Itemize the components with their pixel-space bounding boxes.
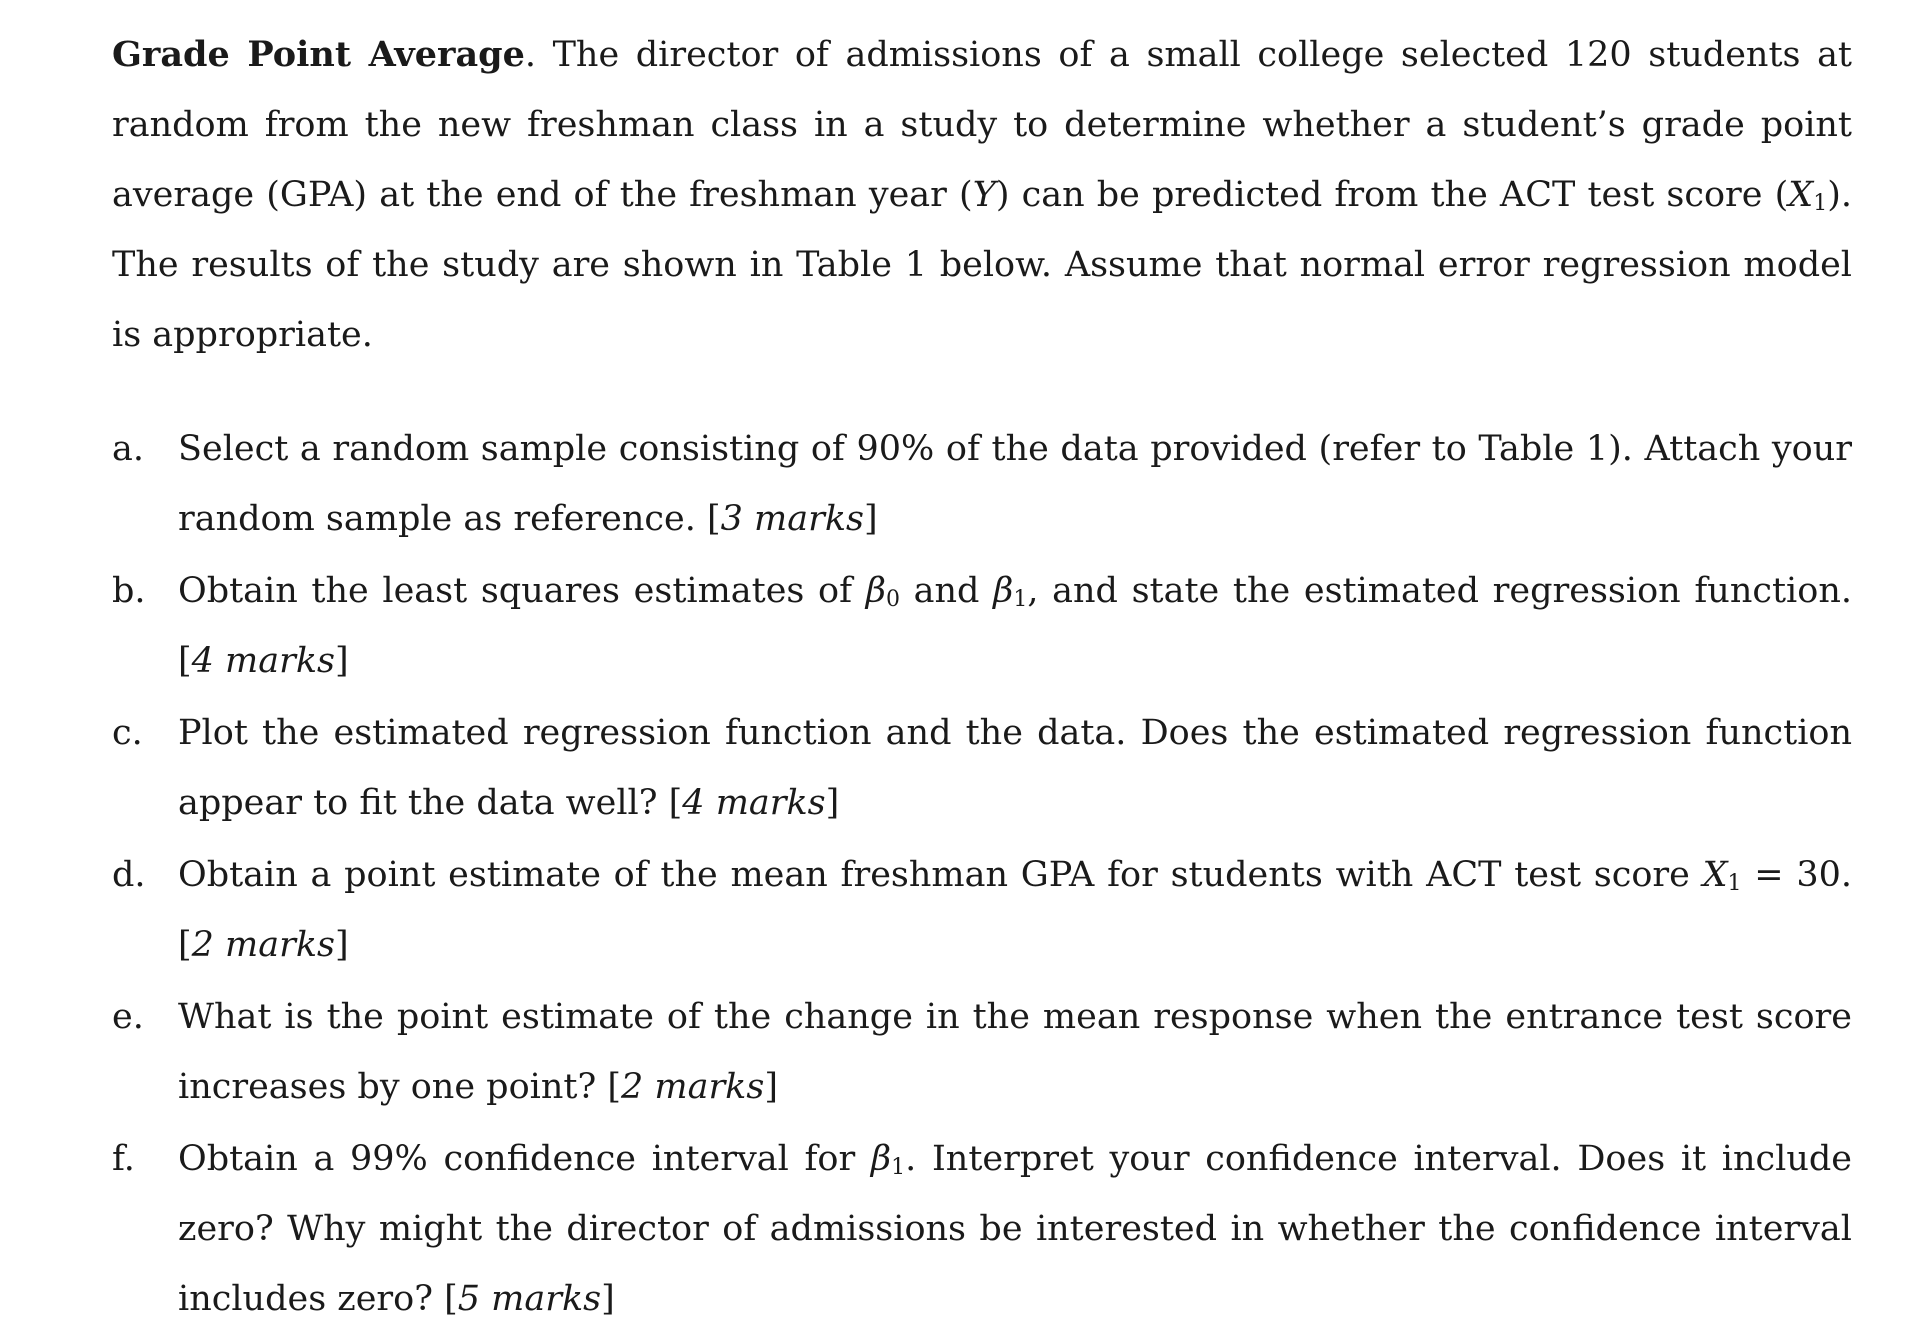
question-label: d. xyxy=(112,855,146,895)
question-c-text: Plot the estimated regression function and the data. Does the estimated regression function appear to fit the data well? xyxy=(178,713,1852,823)
marks-value: 2 marks xyxy=(191,925,336,965)
variable-y: Y xyxy=(972,175,996,215)
marks-value: 2 marks xyxy=(621,1067,765,1107)
question-list xyxy=(112,414,1852,1334)
intro-title: Grade Point Average xyxy=(112,34,525,75)
variable-x: X xyxy=(1788,175,1814,215)
variable-x: X xyxy=(1702,855,1728,895)
question-f-text-1: Obtain a 99% confidence interval for xyxy=(178,1139,871,1179)
marks-value: 4 marks xyxy=(682,783,826,823)
beta-subscript-1: 1 xyxy=(1013,587,1028,612)
beta-subscript-1: 1 xyxy=(891,1155,906,1180)
intro-paragraph xyxy=(112,20,1852,370)
marks: [4 marks] xyxy=(668,783,840,823)
marks: [4 marks] xyxy=(178,641,349,681)
question-a-text: Select a random sample consisting of 90% of the data provided (refer to Table 1). Attach your random sample as reference. xyxy=(178,429,1852,539)
marks-value: 3 marks xyxy=(720,499,865,539)
question-text xyxy=(178,982,1852,1122)
beta-symbol: β xyxy=(865,571,886,611)
beta-symbol: β xyxy=(870,1139,892,1179)
marks-value: 4 marks xyxy=(191,641,336,681)
question-b-text-1: Obtain the least squares estimates of xyxy=(178,571,866,611)
beta-subscript-0: 0 xyxy=(885,587,900,612)
question-text xyxy=(178,556,1852,696)
question-e xyxy=(112,982,1852,1122)
question-label: b. xyxy=(112,571,146,611)
marks-value: 5 marks xyxy=(457,1279,602,1319)
question-c xyxy=(112,698,1852,838)
variable-x-subscript: 1 xyxy=(1813,191,1828,216)
question-d-text-1: Obtain a point estimate of the mean freshman GPA for students with ACT test score xyxy=(178,855,1703,895)
question-text xyxy=(178,1124,1852,1334)
intro-text-1: . The director of admissions of a small college selected 120 students at random from the new freshman class in a study to determine whether a student’s grade point average (GPA) at the end of the freshman year ( xyxy=(112,35,1852,215)
question-text xyxy=(178,840,1852,980)
question-e-text: What is the point estimate of the change in the mean response when the entrance test score increases by one point? xyxy=(178,997,1852,1107)
question-text xyxy=(178,698,1852,838)
question-a xyxy=(112,414,1852,554)
marks: [5 marks] xyxy=(444,1279,615,1319)
question-f xyxy=(112,1124,1852,1334)
question-d xyxy=(112,840,1852,980)
question-d-text-2: = 30. xyxy=(1741,855,1852,895)
question-label: a. xyxy=(112,429,144,469)
question-label: f. xyxy=(112,1139,135,1179)
marks: [3 marks] xyxy=(707,499,878,539)
document xyxy=(112,20,1852,1336)
question-b xyxy=(112,556,1852,696)
intro-text-3: ). The results of the study are shown in Table 1 below. Assume that normal error regression model is appropriate. xyxy=(112,175,1852,355)
question-b-text-2: and xyxy=(899,571,994,611)
marks: [2 marks] xyxy=(607,1067,779,1107)
intro-text-2: ) can be predicted from the ACT test score ( xyxy=(995,175,1789,215)
beta-symbol: β xyxy=(993,571,1014,611)
question-label: e. xyxy=(112,997,144,1037)
question-b-text-3: , and state the estimated regression function. xyxy=(1027,571,1852,611)
question-f-text-2: . Interpret your confidence interval. Does it include zero? Why might the director of admissions be interested in whether the confidence interval includes zero? xyxy=(178,1139,1852,1319)
question-text xyxy=(178,414,1852,554)
variable-x-subscript: 1 xyxy=(1727,871,1742,896)
marks: [2 marks] xyxy=(178,925,349,965)
question-label: c. xyxy=(112,713,143,753)
